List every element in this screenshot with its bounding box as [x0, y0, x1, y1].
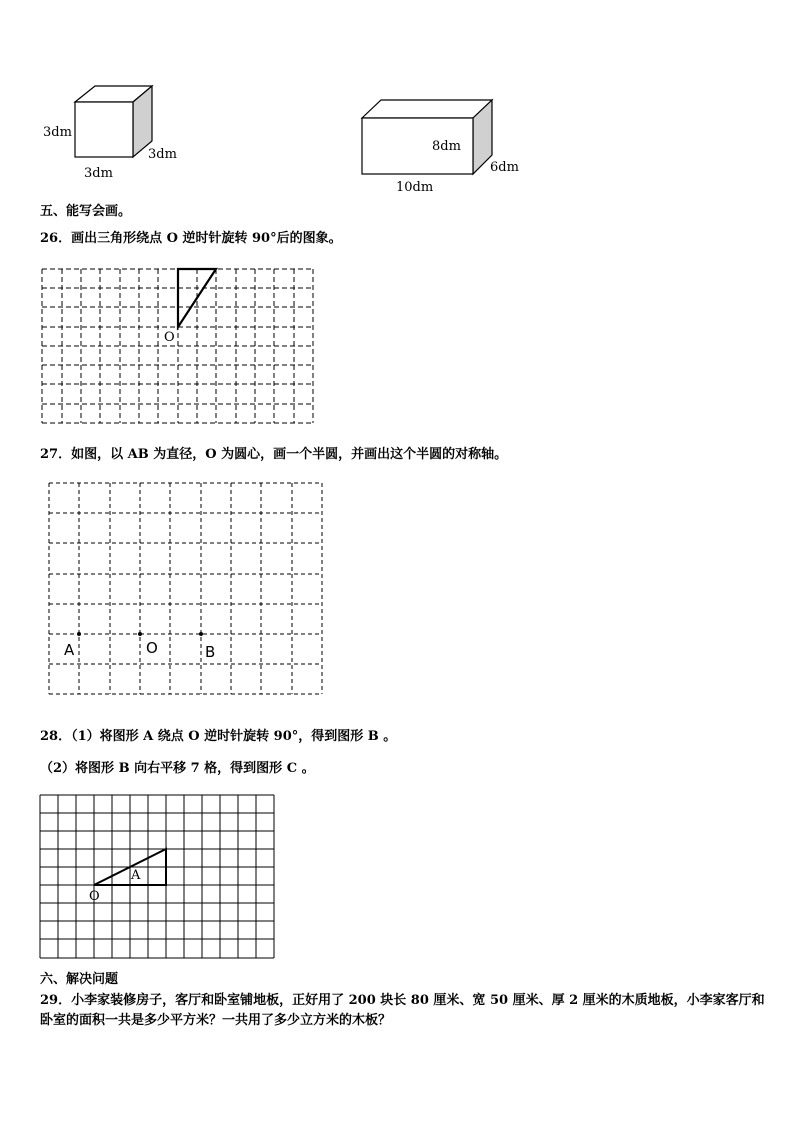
cuboid-width-label: 10dm [396, 180, 434, 195]
cube-height-label: 3dm [43, 125, 72, 140]
q28-shape-a-label: A [131, 868, 141, 883]
cube-width-label: 3dm [84, 166, 113, 181]
question-26-text: 26．画出三角形绕点 O 逆时针旋转 90°后的图象。 [40, 231, 342, 246]
q28-point-o-label: O [89, 889, 100, 904]
q27-point-o-label: O [146, 639, 158, 657]
q27-point-a-label: A [64, 641, 75, 659]
q26-point-o-label: O [164, 330, 175, 345]
cube-depth-label: 3dm [148, 147, 177, 162]
section-6-title: 六、解决问题 [40, 972, 119, 987]
q27-point-b-label: B [205, 643, 216, 661]
cuboid-depth-label: 6dm [490, 160, 519, 175]
cuboid-height-label: 8dm [432, 139, 461, 154]
question-29-text: 29．小李家装修房子，客厅和卧室铺地板，正好用了 200 块长 80 厘米、宽 50 厘米、厚 2 厘米的木质地板，小李家客厅和卧室的面积一共是多少平方米？一共用了多少立方米的木板？ [40, 993, 765, 1028]
section-5-title: 五、能写会画。 [40, 204, 132, 219]
question-28-line-2: （2）将图形 B 向右平移 7 格，得到图形 C 。 [40, 761, 315, 776]
question-27-text: 27．如图，以 AB 为直径，O 为圆心，画一个半圆，并画出这个半圆的对称轴。 [40, 447, 508, 462]
question-28-line-1: 28．（1）将图形 A 绕点 O 逆时针旋转 90°，得到图形 B 。 [40, 729, 397, 744]
